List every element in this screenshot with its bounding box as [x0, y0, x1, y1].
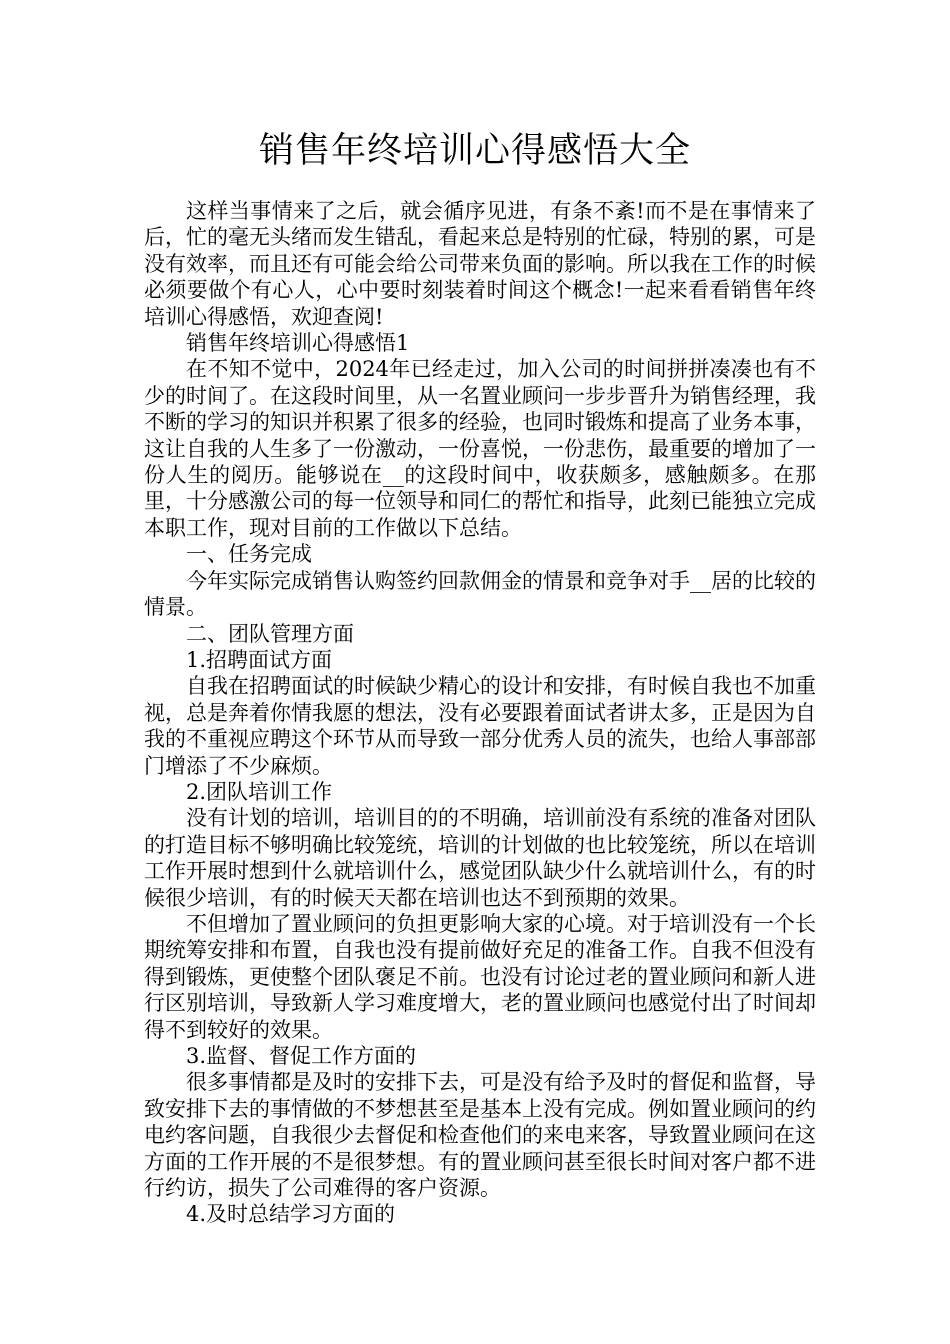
paragraph: 没有计划的培训，培训目的的不明确，培训前没有系统的准备对团队的打造目标不够明确比较笼统，培训的计划做的也比较笼统，所以在培训工作开展时想到什么就培训什么，感觉团队缺少什么就培训什么，有的时候很少培训，有的时候天天都在培训也达不到预期的效果。	[144, 806, 816, 910]
document-body	[144, 198, 816, 1228]
paragraph: 在不知不觉中，2024年已经走过，加入公司的时间拼拼凑凑也有不少的时间了。在这段时间里，从一名置业顾问一步步晋升为销售经理，我不断的学习的知识并积累了很多的经验，也同时锻炼和提高了业务本事，这让自我的人生多了一份激动，一份喜悦，一份悲伤，最重要的增加了一份人生的阅历。能够说在__的这段时间中，收获颇多，感触颇多。在那里，十分感激公司的每一位领导和同仁的帮忙和指导，此刻已能独立完成本职工作，现对目前的工作做以下总结。	[144, 357, 816, 540]
subsection-heading: 1.招聘面试方面	[186, 647, 333, 672]
section-heading: 二、团队管理方面	[186, 621, 354, 646]
subsection-heading: 4.及时总结学习方面的	[186, 1202, 396, 1227]
subsection-heading: 2.团队培训工作	[186, 779, 333, 804]
document-title: 销售年终培训心得感悟大全	[258, 131, 691, 171]
section-heading: 销售年终培训心得感悟1	[186, 331, 410, 356]
paragraph: 很多事情都是及时的安排下去，可是没有给予及时的督促和监督，导致安排下去的事情做的不梦想甚至是基本上没有完成。例如置业顾问的约电约客问题，自我很少去督促和检查他们的来电来客，导致置业顾问在这方面的工作开展的不是很梦想。有的置业顾问甚至很长时间对客户都不进行约访，损失了公司难得的客户资源。	[144, 1070, 816, 1201]
paragraph: 今年实际完成销售认购签约回款佣金的情景和竞争对手__居的比较的情景。	[144, 568, 816, 620]
subsection-heading: 3.监督、督促工作方面的	[186, 1044, 417, 1068]
paragraph: 不但增加了置业顾问的负担更影响大家的心境。对于培训没有一个长期统筹安排和布置，自我也没有提前做好充足的准备工作。自我不但没有得到锻炼，更使整个团队褒足不前。也没有讨论过老的置业顾问和新人进行区别培训，导致新人学习难度增大，老的置业顾问也感觉付出了时间却得不到较好的效果。	[144, 911, 816, 1042]
paragraph: 自我在招聘面试的时候缺少精心的设计和安排，有时候自我也不加重视，总是奔着你情我愿的想法，没有必要跟着面试者讲太多，正是因为自我的不重视应聘这个环节从而导致一部分优秀人员的流失，也给人事部部门增添了不少麻烦。	[144, 674, 816, 778]
paragraph-intro: 这样当事情来了之后，就会循序见进，有条不紊!而不是在事情来了后，忙的毫无头绪而发生错乱，看起来总是特别的忙碌，特别的累，可是没有效率，而且还有可能会给公司带来负面的影响。所以我在工作的时候必须要做个有心人，心中要时刻装着时间这个概念!一起来看看销售年终培训心得感悟，欢迎查阅!	[144, 199, 816, 329]
section-heading: 一、任务完成	[186, 542, 312, 567]
